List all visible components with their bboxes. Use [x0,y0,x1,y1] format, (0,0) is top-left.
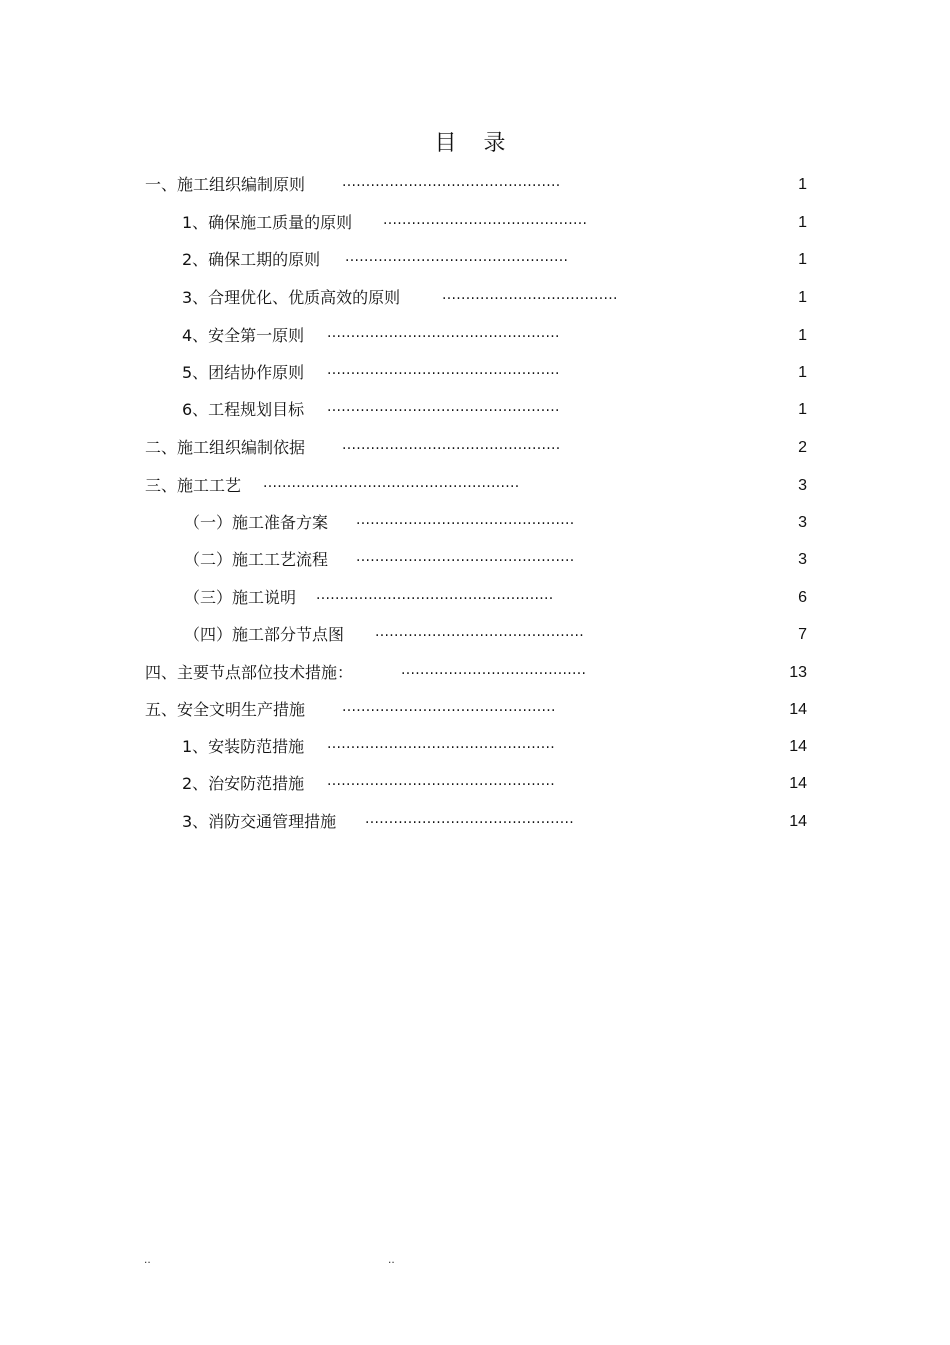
toc-leader-dots: ............................................... [345,249,569,265]
toc-page-number: 1 [798,176,807,193]
toc-entry[interactable] [0,545,950,575]
toc-entry-label: （一）施工准备方案 [184,513,329,532]
toc-entry-label: 五、安全文明生产措施 [145,700,306,719]
toc-page-number: 1 [798,401,807,418]
toc-entry[interactable] [0,807,950,837]
toc-leader-dots: ............................................. [342,699,556,715]
toc-page-number: 14 [789,775,807,792]
toc-leader-dots: .............................................. [356,512,575,528]
toc-page-number: 13 [789,664,807,681]
toc-leader-dots: .............................................. [342,437,561,453]
toc-entry[interactable] [0,208,950,238]
toc-entry-label: （四）施工部分节点图 [184,625,345,644]
toc-leader-dots: ................................................. [327,325,560,341]
toc-entry[interactable] [0,321,950,351]
toc-entry[interactable] [0,358,950,388]
toc-leader-dots: ...................................................... [263,475,520,491]
toc-leader-dots: ............................................ [365,811,575,827]
toc-page-number: 3 [798,514,807,531]
toc-entry-label: （二）施工工艺流程 [184,550,329,569]
toc-entry-label: 四、主要节点部位技术措施： [145,663,354,682]
toc-entry[interactable] [0,283,950,313]
footer-left-mark: .. [144,1252,151,1266]
toc-entry-label: 2、治安防范措施 [182,774,305,793]
toc-entry-label: 6、工程规划目标 [182,400,305,419]
toc-entry-label: 5、团结协作原则 [182,363,305,382]
toc-leader-dots: ............................................ [375,624,585,640]
toc-page-number: 1 [798,327,807,344]
toc-page-number: 3 [798,551,807,568]
toc-page-number: 1 [798,289,807,306]
toc-entry[interactable] [0,170,950,200]
toc-page-number: 14 [789,701,807,718]
toc-leader-dots: ................................................. [327,362,560,378]
toc-leader-dots: .............................................. [356,549,575,565]
toc-leader-dots: ..................................... [442,287,618,303]
toc-entry[interactable] [0,433,950,463]
toc-leader-dots: ....................................... [401,662,587,678]
toc-page-number: 7 [798,626,807,643]
toc-entry[interactable] [0,508,950,538]
toc-leader-dots: .............................................. [342,174,561,190]
toc-entry-label: 三、施工工艺 [145,476,242,495]
toc-entry-label: 3、合理优化、优质高效的原则 [182,288,401,307]
toc-page-number: 1 [798,251,807,268]
toc-leader-dots: ................................................. [327,399,560,415]
toc-entry[interactable] [0,695,950,725]
toc-page-number: 1 [798,364,807,381]
toc-entry-label: 二、施工组织编制依据 [145,438,306,457]
toc-page-number: 1 [798,214,807,231]
toc-entry[interactable] [0,732,950,762]
footer-center-mark: .. [388,1252,395,1266]
toc-leader-dots: ................................................ [327,736,556,752]
toc-entry[interactable] [0,245,950,275]
toc-leader-dots: ........................................... [383,212,588,228]
toc-entry[interactable] [0,769,950,799]
toc-entry[interactable] [0,620,950,650]
toc-entry-label: 1、确保施工质量的原则 [182,213,353,232]
toc-page-number: 6 [798,589,807,606]
toc-entry[interactable] [0,471,950,501]
toc-entry-label: 3、消防交通管理措施 [182,812,337,831]
toc-page-number: 2 [798,439,807,456]
toc-leader-dots: ................................................ [327,773,556,789]
toc-page-number: 3 [798,477,807,494]
toc-entry-label: 1、安装防范措施 [182,737,305,756]
toc-entry-label: 4、安全第一原则 [182,326,305,345]
toc-page-number: 14 [789,813,807,830]
toc-page-number: 14 [789,738,807,755]
toc-entry-label: 2、确保工期的原则 [182,250,321,269]
toc-entry-label: 一、施工组织编制原则 [145,175,306,194]
toc-entry[interactable] [0,583,950,613]
toc-title: 目 录 [434,131,516,156]
toc-entry-label: （三）施工说明 [184,588,297,607]
toc-leader-dots: .................................................. [316,587,554,603]
toc-entry[interactable] [0,395,950,425]
toc-entry[interactable] [0,658,950,688]
